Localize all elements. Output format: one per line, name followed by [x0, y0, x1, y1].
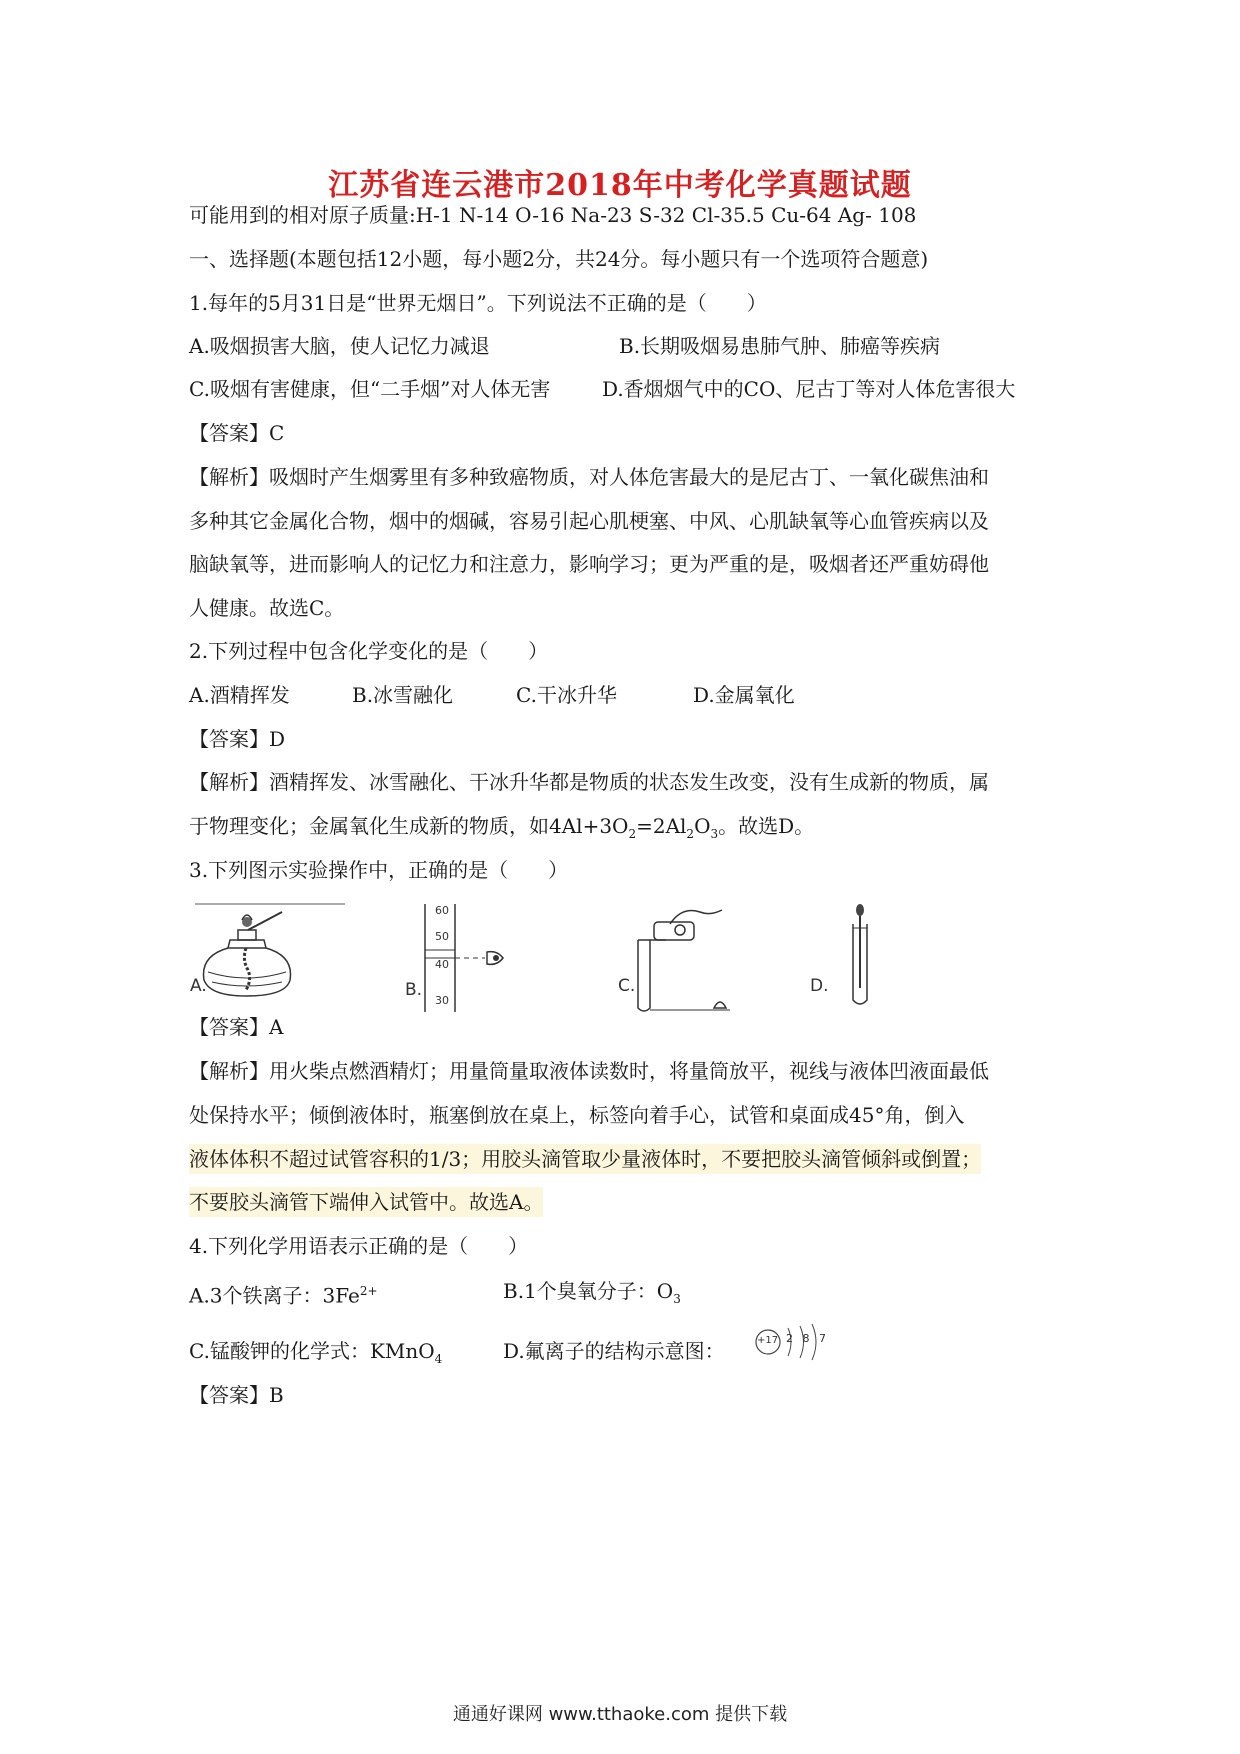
q2-option-d: D.金属氧化	[693, 683, 795, 707]
q3-analysis-line-2-text: 处保持水平；倾倒液体时，瓶塞倒放在桌上，标签向着手心，试管和桌面成45°角，倒入	[189, 1103, 965, 1127]
atomic-mass-line: 可能用到的相对原子质量:H-1 N-14 O-16 Na-23 S-32 Cl-35.5 Cu-64 Ag- 108	[189, 203, 917, 227]
q4-option-b-sub: 3	[673, 1292, 681, 1306]
tick-50: 50	[435, 930, 449, 943]
q2-stem: 2.下列过程中包含化学变化的是（ ）	[189, 639, 549, 663]
tick-30: 30	[435, 994, 449, 1007]
tick-60: 60	[435, 904, 449, 917]
q3-analysis-line-3: 液体体积不超过试管容积的1/3；用胶头滴管取少量液体时，不要把胶头滴管倾斜或倒置；	[189, 1144, 981, 1174]
q3-stem: 3.下列图示实验操作中，正确的是（ ）	[189, 858, 569, 882]
q2-sub-3: 3	[710, 827, 719, 841]
dropper-figure	[810, 900, 890, 1015]
q4-option-a-text: A.3个铁离子：3Fe	[189, 1283, 360, 1308]
q4-answer: 【答案】B	[189, 1383, 284, 1407]
q1-stem: 1.每年的5月31日是“世界无烟日”。下列说法不正确的是（ ）	[189, 291, 767, 315]
q4-option-b-text: B.1个臭氧分子：O	[503, 1279, 674, 1303]
q2-analysis-line-1: 【解析】酒精挥发、冰雪融化、干冰升华都是物质的状态发生改变，没有生成新的物质，属	[189, 770, 989, 794]
page-footer: 通通好课网 www.tthaoke.com 提供下载	[452, 1704, 788, 1725]
q3-figure-a	[190, 900, 350, 1010]
q3-figure-c	[610, 900, 750, 1015]
q1-answer: 【答案】C	[189, 421, 285, 445]
q1-analysis-line-4: 人健康。故选C。	[189, 596, 345, 620]
q2-analysis-text-1: 于物理变化；金属氧化生成新的物质，如4Al+3O	[189, 814, 629, 838]
pouring-liquid-figure	[610, 900, 750, 1015]
q2-answer: 【答案】D	[189, 727, 286, 751]
graduated-cylinder-figure	[405, 900, 565, 1015]
q3-figure-a-label: A.	[190, 976, 207, 996]
electron-shells: 2 8 7	[786, 1332, 829, 1345]
q2-analysis-text-3: O	[694, 814, 711, 838]
q1-option-c: C.吸烟有害健康，但“二手烟”对人体无害	[189, 377, 551, 401]
ion-structure-diagram	[752, 1318, 832, 1368]
q2-option-a: A.酒精挥发	[189, 683, 290, 707]
q3-figure-d-label: D.	[810, 976, 829, 996]
nucleus-charge: +17	[757, 1335, 779, 1346]
q2-analysis-text-4: 。故选D。	[718, 814, 815, 838]
q4-option-c-text: C.锰酸钾的化学式：KMnO	[189, 1339, 435, 1363]
q2-option-c: C.干冰升华	[516, 683, 617, 707]
q2-analysis-text-2: =2Al	[636, 814, 687, 838]
q1-option-d: D.香烟烟气中的CO、尼古丁等对人体危害很大	[602, 377, 1016, 401]
q1-analysis-line-2: 多种其它金属化合物，烟中的烟碱，容易引起心肌梗塞、中风、心肌缺氧等心血管疾病以及	[189, 509, 989, 533]
q2-sub-2b: 2	[686, 827, 695, 841]
q3-analysis-line-4: 不要胶头滴管下端伸入试管中。故选A。	[189, 1187, 543, 1217]
q4-stem: 4.下列化学用语表示正确的是（ ）	[189, 1234, 529, 1258]
q1-analysis-line-3: 脑缺氧等，进而影响人的记忆力和注意力，影响学习；更为严重的是，吸烟者还严重妨碍他	[189, 552, 989, 576]
q1-option-b: B.长期吸烟易患肺气肿、肺癌等疾病	[619, 334, 941, 358]
q3-figure-b-label: B.	[405, 980, 423, 1000]
q4-option-b	[503, 1276, 681, 1314]
q4-option-a	[189, 1276, 378, 1311]
q3-answer: 【答案】A	[189, 1015, 284, 1039]
q2-sub-2a: 2	[628, 827, 637, 841]
q3-analysis-line-1: 【解析】用火柴点燃酒精灯；用量筒量取液体读数时，将量筒放平，视线与液体凹液面最低	[189, 1059, 989, 1083]
q4-option-c-sub: 4	[434, 1352, 443, 1366]
section-heading: 一、选择题(本题包括12小题，每小题2分，共24分。每小题只有一个选项符合题意)	[189, 247, 929, 271]
q1-analysis-line-1: 【解析】吸烟时产生烟雾里有多种致癌物质，对人体危害最大的是尼古丁、一氧化碳焦油和	[189, 465, 989, 489]
page-title: 江苏省连云港市2018年中考化学真题试题	[328, 168, 912, 203]
q3-figure-b	[405, 900, 565, 1015]
q2-analysis-line-2	[189, 811, 814, 849]
q3-figure-c-label: C.	[618, 976, 636, 996]
tick-40: 40	[435, 958, 449, 971]
alcohol-lamp-figure	[190, 900, 350, 1010]
q1-option-a: A.吸烟损害大脑，使人记忆力减退	[189, 334, 490, 358]
q2-option-b: B.冰雪融化	[352, 683, 454, 707]
q3-analysis-line-2	[189, 1100, 964, 1130]
q4-option-a-charge: 2+	[359, 1284, 378, 1298]
q3-figure-d	[810, 900, 890, 1015]
q4-option-c	[189, 1336, 442, 1374]
q4-option-d: D.氟离子的结构示意图：	[503, 1339, 725, 1363]
